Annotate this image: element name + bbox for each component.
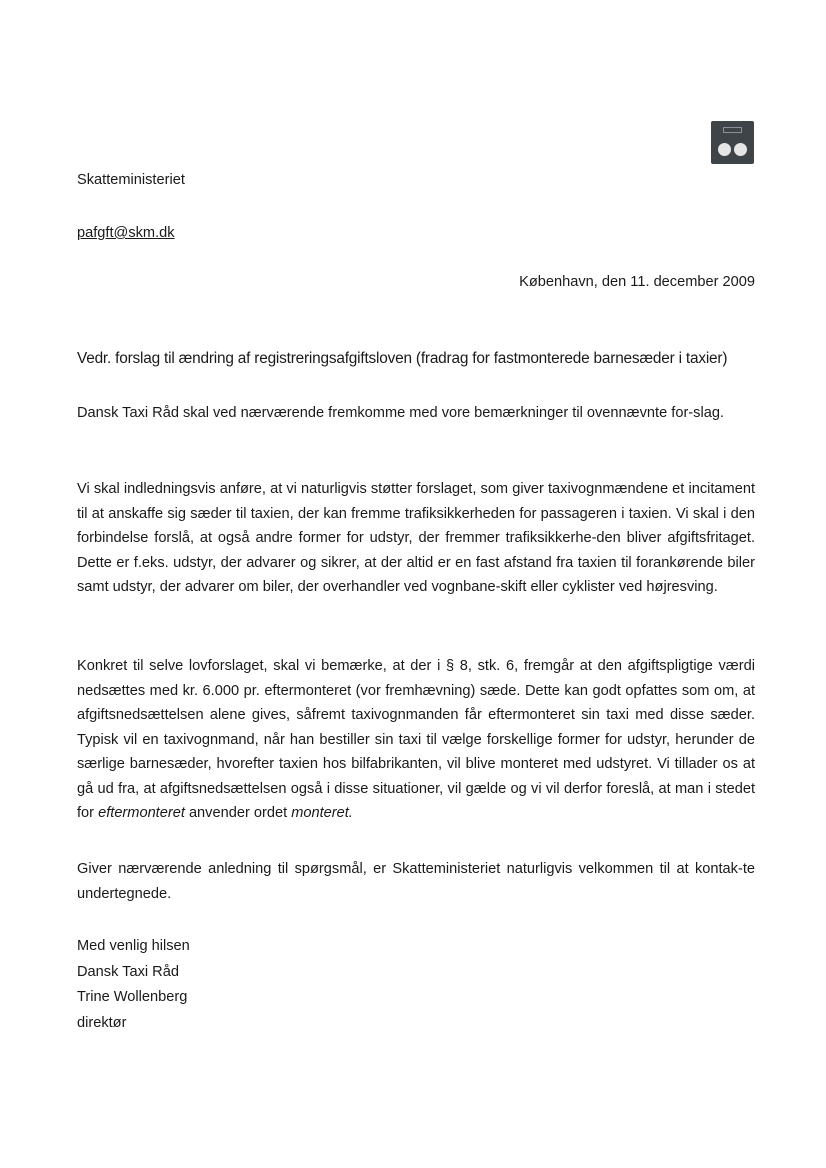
paragraph-support: Vi skal indledningsvis anføre, at vi naturligvis støtter forslaget, som giver taxivognmændene et incitament til at anskaffe sig sæder til taxien, der kan fremme trafiksikkerheden for passageren i taxien. Vi skal i den forbindelse forslå, at også andre former for udstyr, der fremmer trafiksikkerhe-den bliver afgiftsfritaget. Dette er f.eks. udstyr, der advarer og sikrer, at der altid er en fast afstand fra taxien til forankørende biler samt udstyr, der advarer om biler, der overhandler ved vognbane-skift eller cyklister ved højresving. <box>77 481 755 595</box>
signer-title: direktør <box>77 1014 127 1031</box>
signer-name: Trine Wollenberg <box>77 989 188 1005</box>
subject-line: Vedr. forslag til ændring af registreringsafgiftsloven (fradrag for fastmonterede barnesæder i taxier) <box>77 350 728 367</box>
emphasis-eftermonteret: eftermonteret <box>98 805 185 821</box>
wheel-icon <box>734 143 747 156</box>
greeting: Med venlig hilsen <box>77 938 190 954</box>
recipient: Skatteministeriet <box>77 172 185 188</box>
taxi-sign-icon <box>723 127 742 133</box>
paragraph-proposal-text: Konkret til selve lovforslaget, skal vi bemærke, at der i § 8, stk. 6, fremgår at den afgiftspligtige værdi nedsættes med kr. 6.000 pr. eftermonteret (vor fremhævning) sæde. Dette kan godt opfattes som om, at afgiftsnedsættelsen alene gives, såfremt taxivognmanden får eftermonteret sin taxi med disse sæder. Typisk vil en taxivognmand, når han bestiller sin taxi til vælge forskellige former for udstyr, herunder de særlige barnesæder, hvorefter taxien hos bilfabrikanten, vil blive monteret med udstyret. Vi tillader os at gå ud fra, at afgiftsnedsættelsen også i disse situationer, vil gælde og vi vil derfor foreslå, at man i stedet for <box>77 658 755 821</box>
paragraph-contact: Giver nærværende anledning til spørgsmål, er Skatteministeriet naturligvis velkommen til at kontak-te undertegnede. <box>77 861 755 902</box>
taxi-logo-icon <box>711 121 754 164</box>
paragraph-proposal-mid: anvender ordet <box>184 805 292 821</box>
organization-name: Dansk Taxi Råd <box>77 963 179 980</box>
wheel-icon <box>718 143 731 156</box>
paragraph-proposal <box>77 654 755 826</box>
email-link[interactable]: pafgft@skm.dk <box>77 225 175 241</box>
paragraph-intro: Dansk Taxi Råd skal ved nærværende fremkomme med vore bemærkninger til ovennævnte for-slag. <box>77 405 724 421</box>
emphasis-monteret: monteret. <box>291 805 353 821</box>
dateline: København, den 11. december 2009 <box>519 274 755 290</box>
signature-block <box>77 934 755 1036</box>
